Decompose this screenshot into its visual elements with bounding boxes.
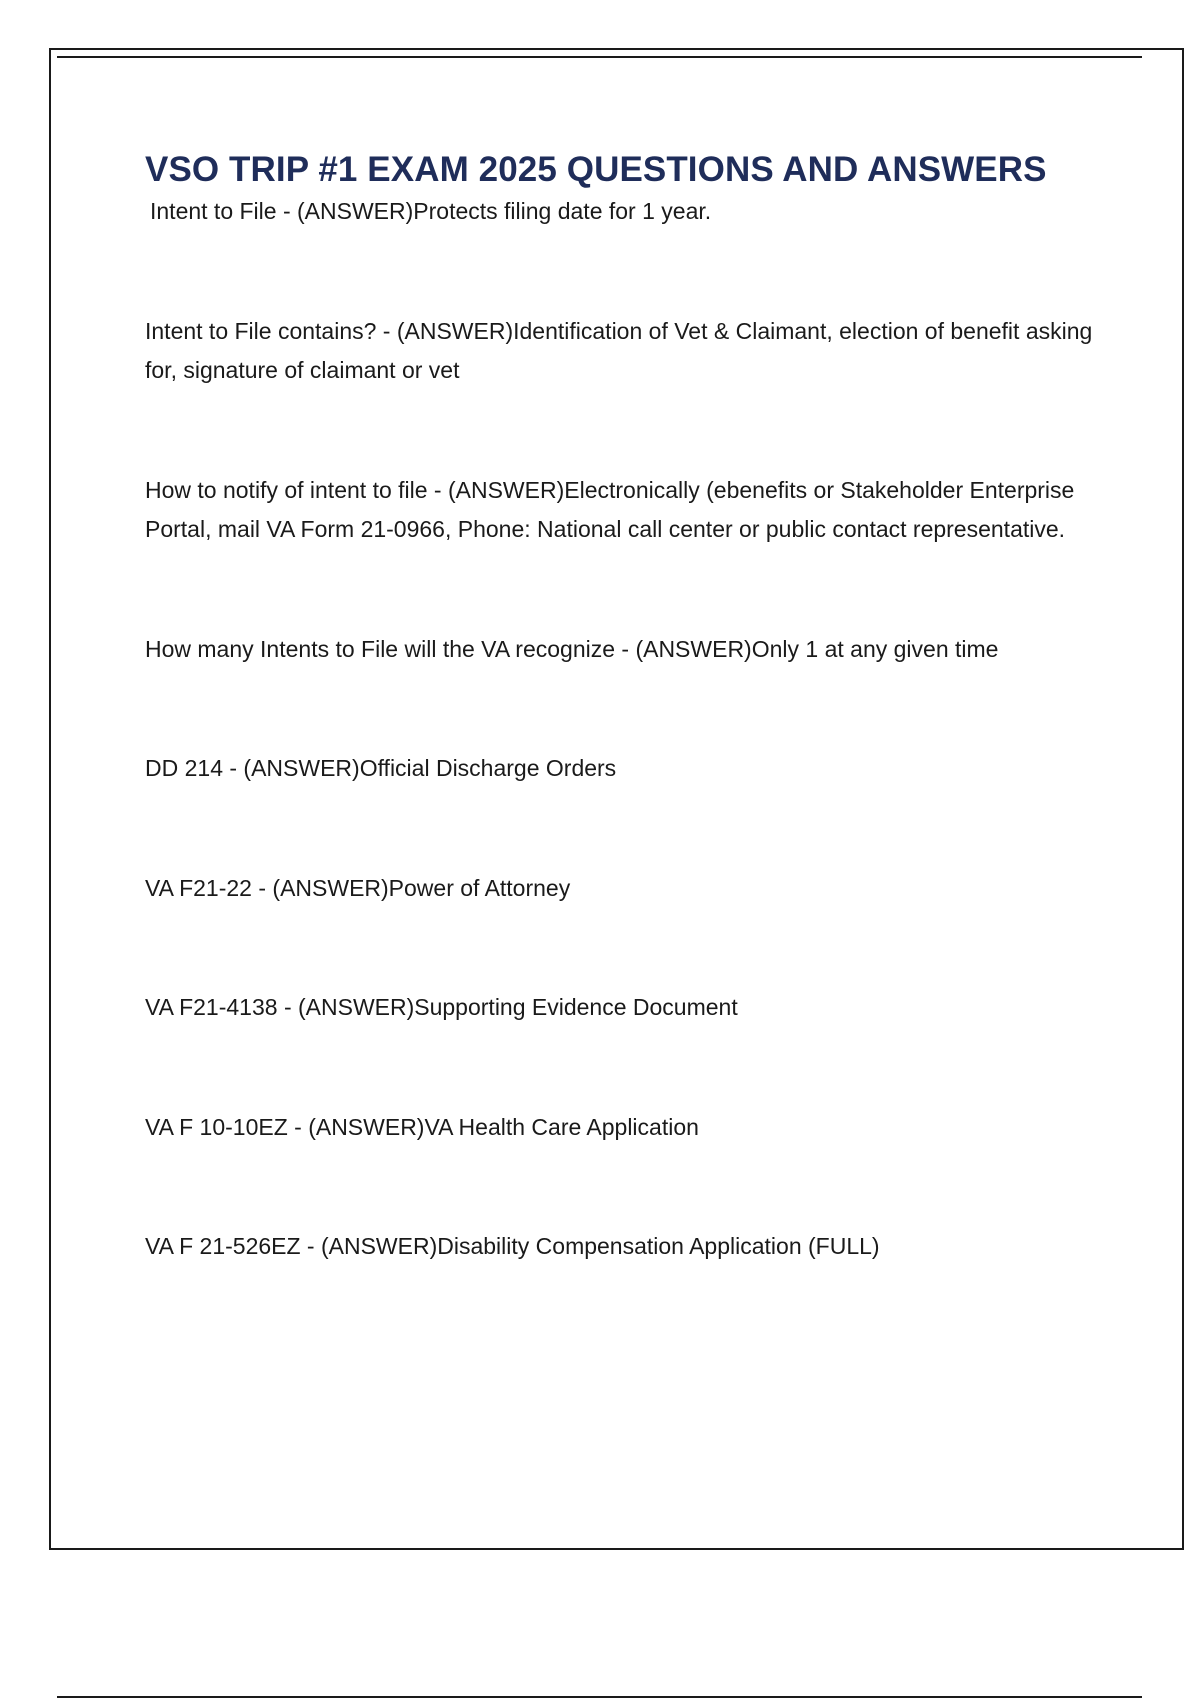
bottom-rule: [57, 1696, 1142, 1698]
qa-item: VA F 21-526EZ - (ANSWER)Disability Compensation Application (FULL): [145, 1233, 880, 1259]
page-title: VSO TRIP #1 EXAM 2025 QUESTIONS AND ANSWERS: [145, 150, 1047, 189]
qa-item: How many Intents to File will the VA recognize - (ANSWER)Only 1 at any given time: [145, 635, 999, 662]
qa-item: Intent to File contains? - (ANSWER)Identification of Vet & Claimant, election of benefit asking for, signature of claimant or vet: [145, 317, 1093, 383]
top-rule: [57, 56, 1142, 58]
qa-item: VA F 10-10EZ - (ANSWER)VA Health Care Application: [145, 1113, 699, 1140]
qa-item: VA F21-22 - (ANSWER)Power of Attorney: [145, 874, 571, 901]
qa-item: VA F21-4138 - (ANSWER)Supporting Evidence Document: [145, 994, 738, 1020]
qa-item: DD 214 - (ANSWER)Official Discharge Orders: [145, 755, 617, 781]
qa-item: How to notify of intent to file - (ANSWER)Electronically (ebenefits or Stakeholder Enterprise Portal, mail VA Form 21-0966, Phone: National call center or public contact representative.: [145, 476, 1075, 542]
qa-item: Intent to File - (ANSWER)Protects filing date for 1 year.: [150, 198, 712, 224]
document-content: [145, 148, 1095, 1267]
